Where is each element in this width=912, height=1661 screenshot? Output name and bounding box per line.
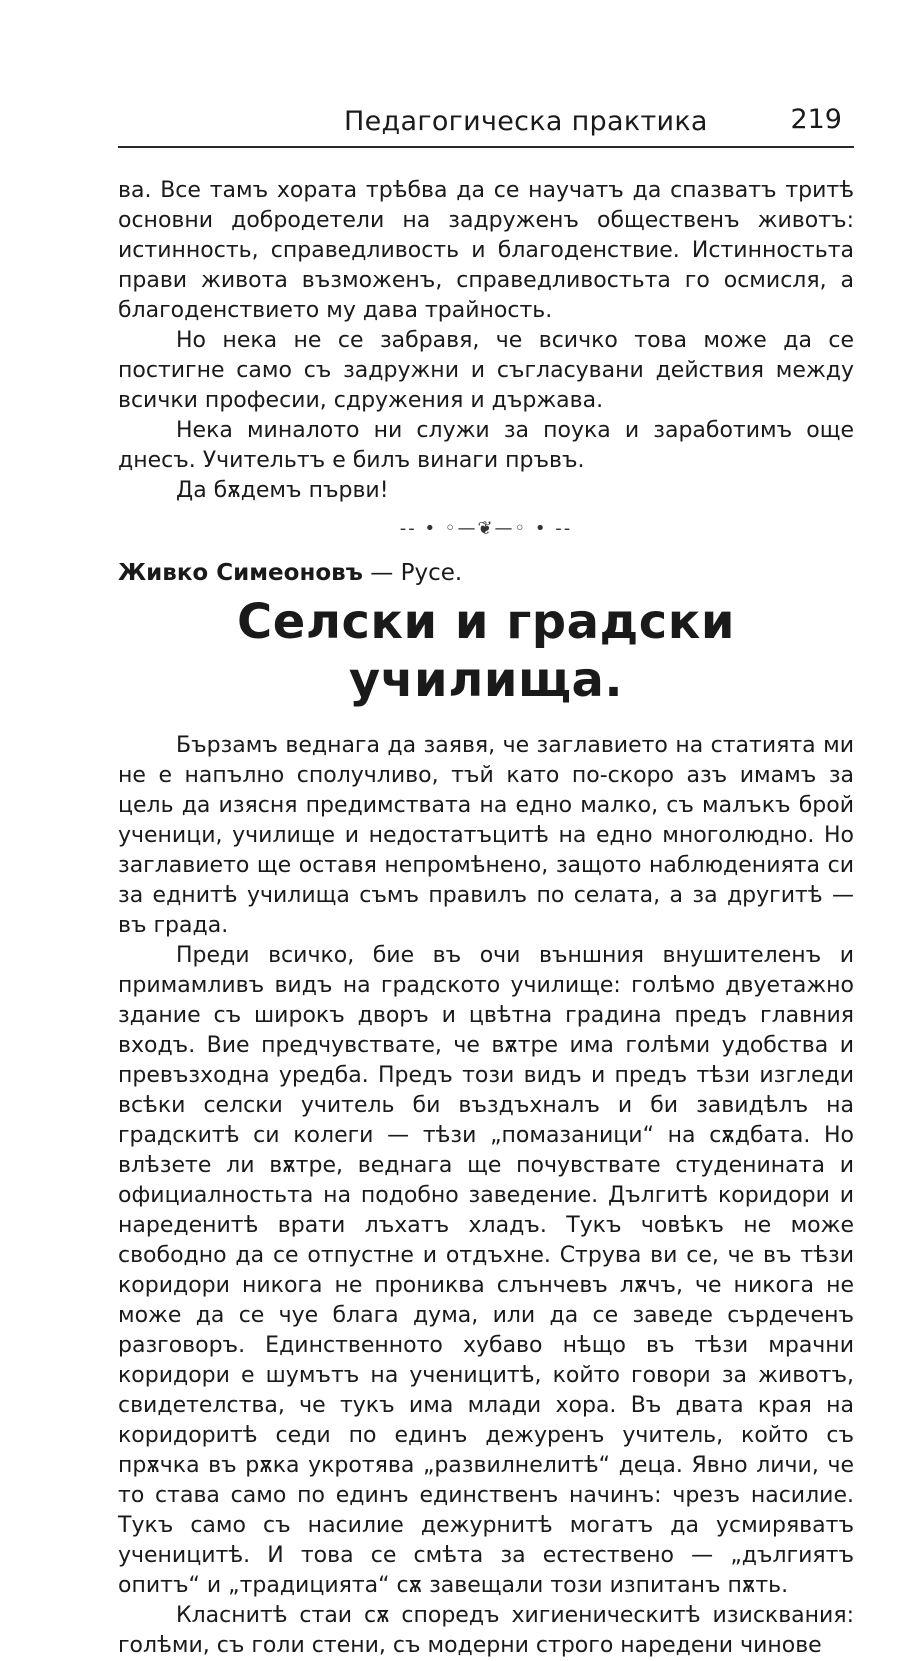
book-page — [118, 100, 854, 1661]
intro-paragraph-2: Но нека не се забравя, че всичко това може да се постигне само съ задружни и съгласувани действия между всички професии, сдружения и държава. — [118, 328, 854, 413]
article-paragraph-1: Бързамъ веднага да заявя, че заглавието на статията ми не е напълно сполучливо, тъй като по-скоро азъ имамъ за цель да изясня предимствата на едно малко, съ малъкъ брой ученици, училище и недостатъцитѣ на едно многолюдно. Но заглавието ще оставя непромѣнено, защото наблюденията си за еднитѣ училища съмъ правилъ по селата, а за другитѣ — въ града. — [118, 733, 854, 938]
author-name: Живко Симеоновъ — [118, 560, 363, 586]
author-place: — Русе. — [362, 560, 463, 586]
running-header-title: Педагогическа практика — [344, 106, 708, 137]
closing-motto: Да бѫдемъ първи! — [176, 478, 389, 503]
intro-paragraph-1: ва. Все тамъ хората трѣбва да се научатъ да спазватъ тритѣ основни добродетели на задруженъ общественъ животъ: истинность, справедливость и благоденствие. Истинностьта прави живота възможенъ, справедливостьта го осмисля, а благоденствието му дава трайность. — [118, 178, 854, 323]
page-number: 219 — [790, 104, 842, 135]
section-ornament: -- • ◦—❦—◦ • -- — [399, 518, 573, 539]
article-byline — [118, 557, 854, 589]
intro-paragraph-3: Нека миналото ни служи за поука и заработимъ още днесъ. Учительтъ е билъ винаги пръвъ. — [118, 418, 854, 473]
article-paragraph-2: Преди всичко, бие въ очи външния внушителенъ и примамливъ видъ на градското училище: голѣмо двуетажно здание съ широкъ дворъ и цвѣтна градина предъ главния входъ. Вие предчувствате, че вѫтре има голѣми удобства и превъзходна уредба. Предъ този видъ и предъ тѣзи изгледи всѣки селски учитель би въздъхналъ и би завидѣлъ на градскитѣ си колеги — тѣзи „помазаници“ на сѫдбата. Но влѣзете ли вѫтре, веднага ще почувствате студенината и официалностьта на подобно заведение. Дългитѣ коридори и нареденитѣ врати лъхатъ хладъ. Тукъ човѣкъ не може свободно да се отпустне и отдъхне. Струва ви се, че въ тѣзи коридори никога не прониква слънчевъ лѫчъ, че никога не може да се чуе блага дума, или да се заведе сърдеченъ разговоръ. Единственното хубаво нѣщо въ тѣзи мрачни коридори е шумътъ на ученицитѣ, който говори за животъ, свидетелства, че тукъ има млади хора. Въ двата края на коридоритѣ седи по единъ дежуренъ учитель, който съ прѫчка въ рѫка укротява „развилнелитѣ“ деца. Явно личи, че то става само по единъ единственъ начинъ: чрезъ насилие. Тукъ само съ насилие дежурнитѣ могатъ да усмиряватъ ученицитѣ. И това се смѣта за естествено — „дългиятъ опитъ“ и „традицията“ сѫ завещали този изпитанъ пѫть. — [118, 943, 854, 1598]
article-title: Селски и градски училища. — [237, 594, 735, 708]
article-paragraph-3: Класнитѣ стаи сѫ споредъ хигиеническитѣ изисквания: голѣми, съ голи стени, съ модерни строго наредени чинове — [118, 1603, 854, 1658]
running-header — [118, 100, 854, 148]
